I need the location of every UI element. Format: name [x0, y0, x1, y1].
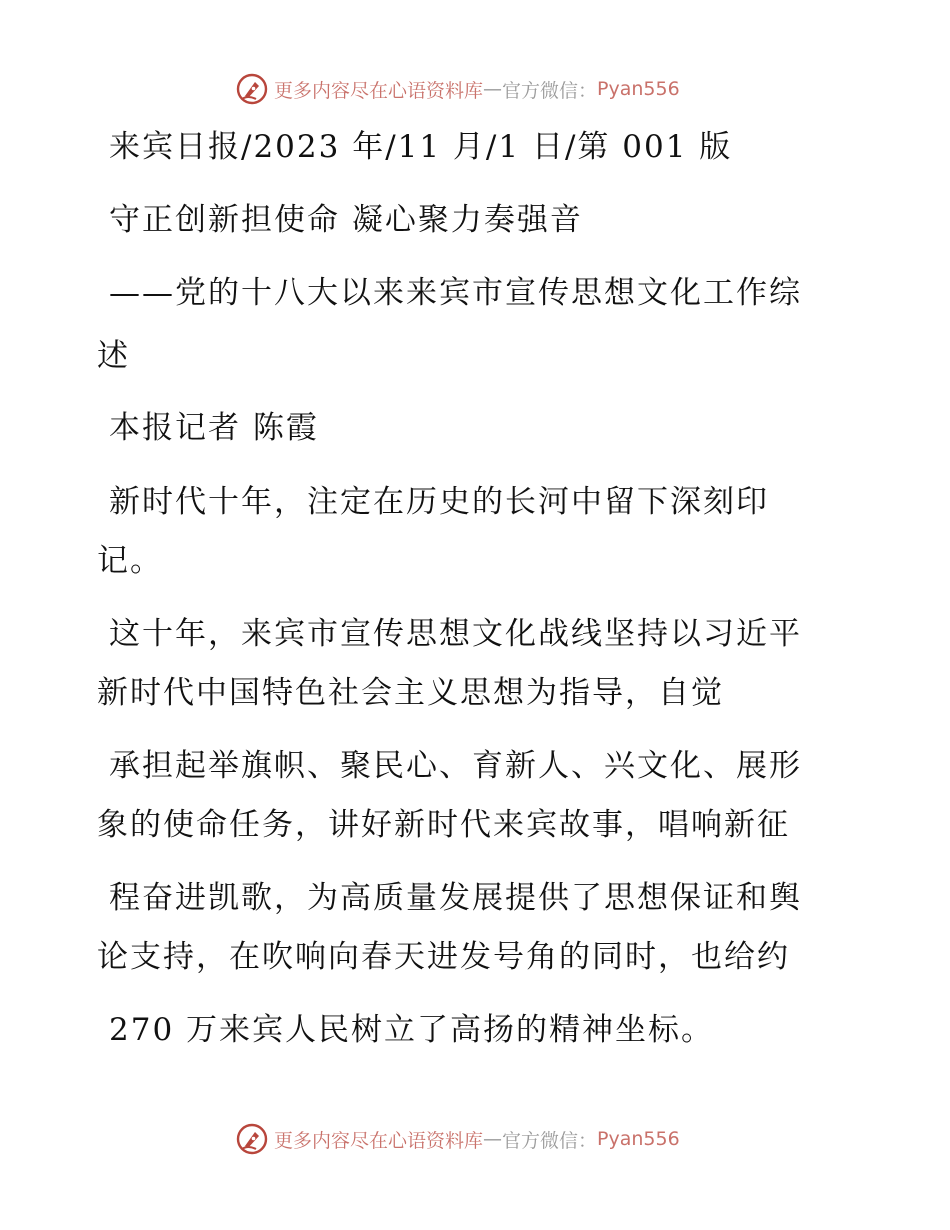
- paragraph-line: 论支持，在吹响向春天进发号角的同时，也给约: [97, 939, 790, 975]
- subheadline-continued: 述: [97, 338, 130, 374]
- paragraph-line: 象的使命任务，讲好新时代来宾故事，唱响新征: [97, 807, 790, 843]
- watermark-brand-text: 更多内容尽在心语资料库: [274, 79, 484, 102]
- watermark-separator: —: [483, 78, 503, 100]
- paragraph-line: 这十年，来宾市宣传思想文化战线坚持以习近平: [109, 616, 802, 652]
- watermark-contact-label: 官方微信：: [502, 79, 598, 102]
- subheadline: ——党的十八大以来来宾市宣传思想文化工作综: [109, 275, 802, 311]
- paragraph-line: 新时代十年，注定在历史的长河中留下深刻印: [109, 484, 769, 520]
- paragraph-line: 新时代中国特色社会主义思想为指导，自觉: [97, 675, 724, 711]
- watermark-brand-text: 更多内容尽在心语资料库: [274, 1129, 484, 1152]
- pen-nib-logo-icon: [236, 73, 268, 105]
- footer-watermark: [236, 1122, 680, 1156]
- watermark-contact-label: 官方微信：: [502, 1129, 598, 1152]
- dateline: 来宾日报/2023 年/11 月/1 日/第 001 版: [109, 129, 733, 165]
- paragraph-line: 承担起举旗帜、聚民心、育新人、兴文化、展形: [109, 748, 802, 784]
- paragraph-line: 270 万来宾人民树立了高扬的精神坐标。: [109, 1012, 715, 1048]
- paragraph-line: 程奋进凯歌，为高质量发展提供了思想保证和舆: [109, 880, 802, 916]
- watermark-contact-id: Pyan556: [597, 78, 680, 100]
- byline: 本报记者 陈霞: [109, 410, 319, 446]
- paragraph-line: 记。: [97, 543, 163, 579]
- watermark-contact-id: Pyan556: [597, 1128, 680, 1150]
- watermark-separator: —: [483, 1128, 503, 1150]
- pen-nib-logo-icon: [236, 1123, 268, 1155]
- header-watermark: [236, 72, 680, 106]
- headline: 守正创新担使命 凝心聚力奏强音: [109, 202, 583, 238]
